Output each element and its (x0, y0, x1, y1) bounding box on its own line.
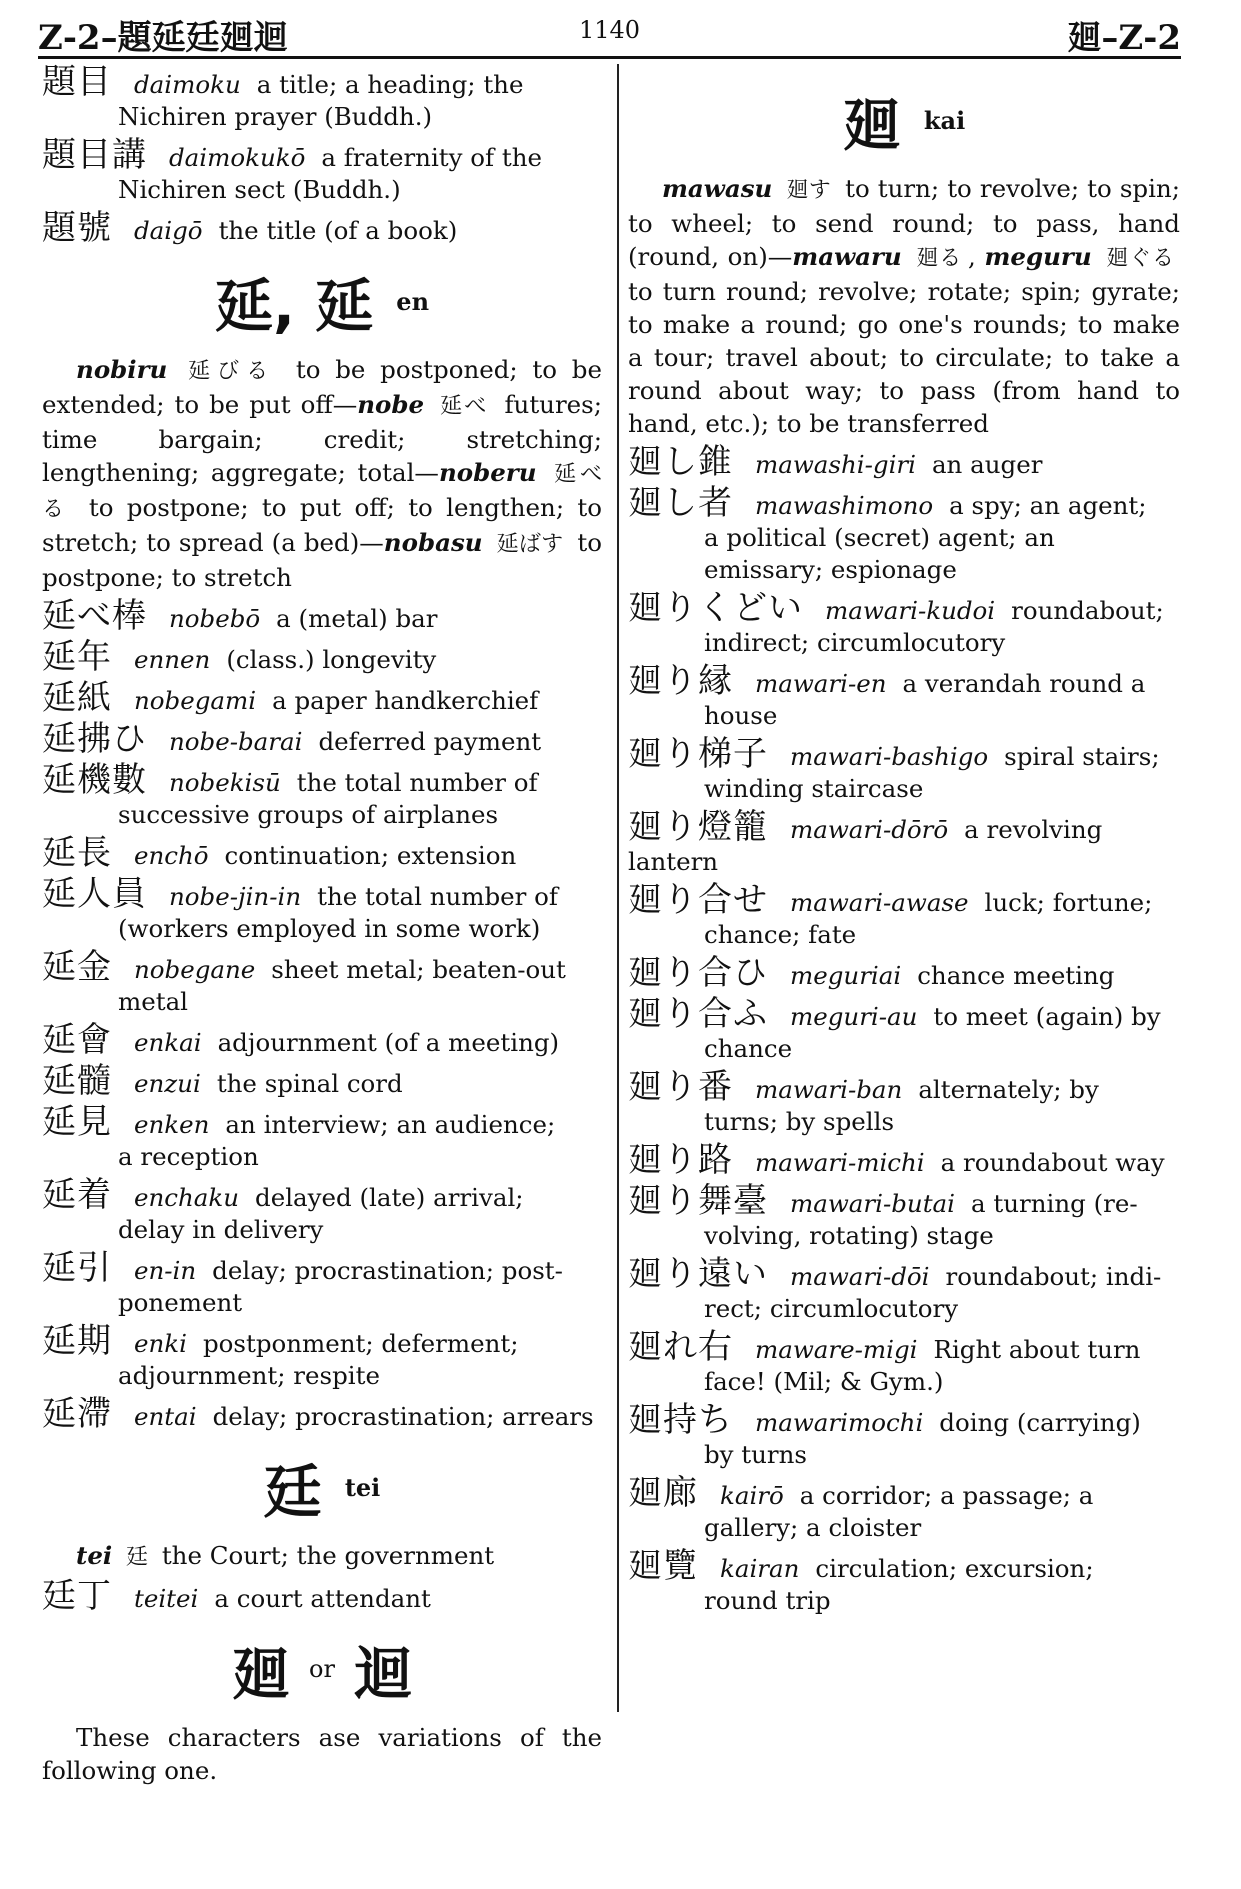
dictionary-entry (42, 208, 602, 248)
entry-definition-continued: successive groups of airplanes (118, 800, 499, 829)
entry-reading: mawari-dōrō (790, 815, 949, 844)
dictionary-entry (628, 483, 1180, 586)
entry-definition: sheet metal; beaten-out (271, 955, 566, 984)
entry-list (628, 442, 1180, 1617)
entry-definition-continued: Nichiren sect (Buddh.) (118, 175, 401, 204)
entry-kanji: 廻れ右 (628, 1327, 733, 1367)
headword-paragraph-tei (42, 1539, 602, 1574)
entry-kanji: 延紙 (42, 678, 112, 718)
dictionary-entry (628, 1067, 1180, 1138)
entry-kanji: 廻り番 (628, 1067, 733, 1107)
entry-definition: an interview; an audience; (225, 1110, 556, 1139)
dictionary-entry (42, 719, 602, 759)
definition: , (968, 242, 976, 271)
entry-reading: daigō (134, 216, 203, 245)
reading: noberu (438, 458, 537, 487)
entry-definition: luck; fortune; (984, 888, 1153, 917)
entry-kanji: 延滯 (42, 1394, 112, 1434)
dictionary-entry (42, 1175, 602, 1246)
entry-reading: mawari-en (755, 669, 887, 698)
entry-kanji: 延髓 (42, 1061, 112, 1101)
entry-definition-continued: volving, rotating) stage (704, 1221, 994, 1250)
entry-kanji: 延長 (42, 833, 112, 873)
head-kanji: 廻 (842, 91, 901, 159)
entry-kanji: 延拂ひ (42, 719, 147, 759)
definition: to postpone; to stretch (42, 528, 602, 592)
dictionary-entry (42, 596, 602, 636)
dictionary-entry (628, 880, 1180, 951)
dictionary-entry (42, 62, 602, 133)
entry-kanji: 廻り縁 (628, 661, 733, 701)
entry-reading: mawari-butai (790, 1189, 955, 1218)
dictionary-entry (628, 807, 1180, 878)
reading: mawaru (792, 242, 902, 271)
head-character-kai (628, 78, 1180, 162)
entry-kanji: 廻し者 (628, 483, 733, 523)
entry-definition: a corridor; a passage; a (799, 1481, 1094, 1510)
dictionary-entry (628, 588, 1180, 659)
definition: to turn round; revolve; rotate; spin; gyrate; to make a round; go one's rounds; to make a tour; travel about; to circulate; to take a round about way; to pass (from hand to hand, etc.); to be transferred (628, 277, 1180, 438)
entry-definition-continued: chance (704, 1034, 793, 1063)
reading: meguru (984, 242, 1092, 271)
head-character-variants (42, 1627, 602, 1711)
entry-reading: ennen (134, 645, 211, 674)
entry-reading: mawari-bashigo (790, 742, 989, 771)
entry-reading: enchō (134, 841, 209, 870)
head-kanji: 延, 延 (214, 272, 374, 340)
entry-definition: doing (carrying) (939, 1408, 1141, 1437)
entry-kanji: 延年 (42, 637, 112, 677)
entry-kanji: 延べ棒 (42, 596, 147, 636)
entry-kanji: 廻り合ふ (628, 994, 768, 1034)
japanese-form: 廻ぐる (1106, 246, 1174, 271)
reading: nobe (357, 390, 425, 419)
entry-reading: mawari-kudoi (825, 596, 996, 625)
entry-kanji: 延期 (42, 1321, 112, 1361)
entry-reading: enki (134, 1329, 187, 1358)
entry-kanji: 延着 (42, 1175, 112, 1215)
entry-definition-continued: rect; circumlocutory (704, 1294, 959, 1323)
entry-definition-continued: ponement (118, 1288, 243, 1317)
entry-reading: kairō (720, 1481, 784, 1510)
dictionary-entry (42, 135, 602, 206)
dictionary-entry (42, 1321, 602, 1392)
entry-definition: to meet (again) by (933, 1002, 1161, 1031)
entry-definition-continued: a political (secret) agent; an emissary; espionage (704, 523, 1055, 584)
entry-definition-continued: gallery; a cloister (704, 1513, 922, 1542)
entry-kanji: 廻廊 (628, 1473, 698, 1513)
entry-reading: nobegane (134, 955, 256, 984)
japanese-form: 廻す (786, 178, 832, 203)
reading: nobiru (76, 355, 168, 384)
definition: to turn; to revolve; to spin; to wheel; to send round; to pass, hand (round, on)— (628, 174, 1180, 271)
entry-definition: postponment; deferment; (202, 1329, 519, 1358)
head-reading: en (396, 286, 430, 316)
entry-definition: an auger (931, 450, 1043, 479)
entry-definition: a paper handkerchief (272, 686, 539, 715)
dictionary-entry (42, 1576, 602, 1616)
entry-kanji: 廻り路 (628, 1140, 733, 1180)
dictionary-entry (42, 833, 602, 873)
dictionary-entry (42, 678, 602, 718)
entry-kanji: 廻持ち (628, 1400, 733, 1440)
dictionary-entry (628, 661, 1180, 732)
dictionary-entry (628, 1181, 1180, 1252)
header-rule (38, 56, 1181, 59)
head-reading: tei (344, 1472, 381, 1502)
column-divider (617, 64, 619, 1712)
entry-definition-continued: a reception (118, 1142, 259, 1171)
entry-definition: roundabout; indi- (945, 1262, 1162, 1291)
entry-kanji: 廻り梯子 (628, 734, 768, 774)
entry-reading: mawarimochi (755, 1408, 924, 1437)
entry-definition: the total number of (296, 768, 538, 797)
entry-reading: mawashi-giri (755, 450, 916, 479)
reading: mawasu (662, 174, 773, 203)
entry-definition-continued: (workers employed in some work) (118, 914, 541, 943)
dictionary-entry (628, 953, 1180, 993)
entry-reading: mawari-michi (755, 1148, 925, 1177)
entry-kanji: 延機數 (42, 760, 147, 800)
dictionary-entry (42, 637, 602, 677)
dictionary-entry (42, 1394, 602, 1434)
entry-definition: alternately; by (918, 1075, 1099, 1104)
entry-reading: nobe-barai (169, 727, 303, 756)
dictionary-entry (42, 760, 602, 831)
entry-definition: the spinal cord (216, 1069, 403, 1098)
dictionary-entry (628, 994, 1180, 1065)
definition: to be postponed; to be extended; to be put off— (42, 355, 602, 419)
entry-definition-continued: metal (118, 987, 189, 1016)
head-kanji: 廻 (231, 1640, 290, 1708)
entry-definition-continued: face! (Mil; & Gym.) (704, 1367, 944, 1396)
entry-definition: chance meeting (917, 961, 1115, 990)
headword-paragraph-en (42, 353, 602, 594)
entry-reading: enchaku (134, 1183, 240, 1212)
page-number: 1140 (578, 16, 641, 44)
entry-kanji: 延金 (42, 947, 112, 987)
entry-reading: daimoku (134, 70, 241, 99)
head-reading: kai (923, 105, 966, 135)
entry-definition-continued: by turns (704, 1440, 808, 1469)
or-label: or (309, 1655, 335, 1683)
page-header (38, 8, 1181, 58)
entry-definition: (class.) longevity (226, 645, 437, 674)
reading: nobasu (383, 528, 483, 557)
dictionary-entry (42, 1248, 602, 1319)
entry-reading: nobegami (134, 686, 257, 715)
entry-definition-continued: turns; by spells (704, 1107, 895, 1136)
japanese-form: 廻る (916, 246, 963, 271)
dictionary-entry (42, 947, 602, 1018)
dictionary-entry (42, 1102, 602, 1173)
entry-kanji: 廻り燈籠 (628, 807, 768, 847)
dictionary-entry (628, 734, 1180, 805)
dictionary-entry (628, 1140, 1180, 1180)
entry-reading: enkai (134, 1028, 202, 1057)
entry-kanji: 廷丁 (42, 1576, 112, 1616)
entry-definition: a title; a heading; the (256, 70, 524, 99)
japanese-form: 延べる (42, 462, 602, 522)
entry-reading: nobebō (169, 604, 261, 633)
entry-kanji: 廻覽 (628, 1546, 698, 1586)
entry-definition: a verandah round a (902, 669, 1146, 698)
entry-definition: a fraternity of the (321, 143, 542, 172)
dictionary-entry (628, 442, 1180, 482)
entry-kanji: 廻りくどい (628, 588, 803, 628)
entry-definition: a revolving lantern (628, 815, 1103, 876)
definition: futures; time bargain; credit; stretching; lengthening; aggregate; total— (42, 390, 602, 487)
japanese-form: 延びる (188, 359, 276, 384)
entry-reading: maware-migi (755, 1335, 918, 1364)
headword-paragraph-kai (628, 172, 1180, 440)
entry-definition: the title (of a book) (218, 216, 458, 245)
dictionary-entry (628, 1546, 1180, 1617)
head-character-en (42, 259, 602, 343)
definition: the Court; the government (161, 1541, 495, 1570)
entry-list (42, 596, 602, 1434)
dictionary-entry (42, 1061, 602, 1101)
entry-reading: en-in (134, 1256, 197, 1285)
entry-reading: mawari-ban (755, 1075, 903, 1104)
entry-reading: mawari-awase (790, 888, 969, 917)
entry-reading: nobekisū (169, 768, 281, 797)
japanese-form: 延ばす (496, 532, 564, 557)
entry-definition: a spy; an agent; (949, 491, 1147, 520)
entry-definition-continued: house (704, 701, 778, 730)
entry-definition: a turning (re- (971, 1189, 1138, 1218)
entry-kanji: 題號 (42, 208, 112, 248)
reading: tei (76, 1541, 113, 1570)
dictionary-entry (42, 874, 602, 945)
entry-kanji: 廻り遠い (628, 1254, 768, 1294)
entry-kanji: 廻り舞臺 (628, 1181, 768, 1221)
entry-reading: mawari-dōi (790, 1262, 930, 1291)
right-column (628, 66, 1180, 1623)
head-kanji: 廷 (263, 1458, 322, 1526)
entry-reading: entai (134, 1402, 197, 1431)
entry-definition: roundabout; (1011, 596, 1164, 625)
entry-reading: daimokukō (169, 143, 306, 172)
entry-definition: a roundabout way (940, 1148, 1165, 1177)
entry-definition: a (metal) bar (276, 604, 438, 633)
entry-definition: a court attendant (214, 1584, 431, 1613)
entry-reading: mawashimono (755, 491, 934, 520)
left-column (42, 62, 602, 1793)
japanese-form: 延べ (440, 394, 489, 419)
entry-reading: nobe-jin-in (169, 882, 302, 911)
japanese-form: 廷 (126, 1545, 149, 1570)
entry-definition: continuation; extension (224, 841, 517, 870)
definition: to postpone; to put off; to lengthen; to stretch; to spread (a bed)— (42, 493, 602, 557)
entry-reading: enzui (134, 1069, 201, 1098)
entry-kanji: 題目 (42, 62, 112, 102)
entry-definition-continued: adjournment; respite (118, 1361, 380, 1390)
entry-definition-continued: winding staircase (704, 774, 924, 803)
entry-definition-continued: delay in delivery (118, 1215, 324, 1244)
entry-reading: kairan (720, 1554, 800, 1583)
entry-definition: the total number of (317, 882, 558, 911)
dictionary-entry (628, 1254, 1180, 1325)
entry-definition: deferred payment (318, 727, 542, 756)
entry-kanji: 延人員 (42, 874, 147, 914)
header-right-guide: 廻–Z-2 (1067, 18, 1181, 58)
dictionary-entry (42, 1020, 602, 1060)
entry-kanji: 廻り合ひ (628, 953, 768, 993)
entry-definition: delayed (late) arrival; (255, 1183, 524, 1212)
entry-list (42, 1576, 602, 1616)
entry-kanji: 延會 (42, 1020, 112, 1060)
dictionary-entry (628, 1327, 1180, 1398)
variant-note: These characters ase variations of the following one. (42, 1723, 602, 1785)
dictionary-entry (628, 1400, 1180, 1471)
entry-kanji: 廻り合せ (628, 880, 768, 920)
entry-definition-continued: chance; fate (704, 920, 857, 949)
entry-definition-continued: indirect; circumlocutory (704, 628, 1006, 657)
entry-kanji: 廻し錐 (628, 442, 733, 482)
entry-definition-continued: round trip (704, 1586, 831, 1615)
entry-definition: spiral stairs; (1004, 742, 1160, 771)
head-character-tei (42, 1445, 602, 1529)
entry-definition: Right about turn (933, 1335, 1141, 1364)
entry-reading: meguriai (790, 961, 902, 990)
entry-list (42, 62, 602, 248)
entry-definition: adjournment (of a meeting) (217, 1028, 560, 1057)
entry-definition-continued: Nichiren prayer (Buddh.) (118, 102, 433, 131)
header-left-guide: Z-2–題延廷廻迴 (38, 18, 288, 58)
head-kanji: 迴 (354, 1640, 413, 1708)
entry-reading: meguri-au (790, 1002, 918, 1031)
entry-reading: enken (134, 1110, 210, 1139)
entry-definition: delay; procrastination; arrears (212, 1402, 594, 1431)
entry-definition: delay; procrastination; post- (212, 1256, 563, 1285)
dictionary-entry (628, 1473, 1180, 1544)
entry-definition: circulation; excursion; (815, 1554, 1094, 1583)
entry-reading: teitei (134, 1584, 199, 1613)
entry-kanji: 延見 (42, 1102, 112, 1142)
entry-kanji: 延引 (42, 1248, 112, 1288)
entry-kanji: 題目講 (42, 135, 147, 175)
